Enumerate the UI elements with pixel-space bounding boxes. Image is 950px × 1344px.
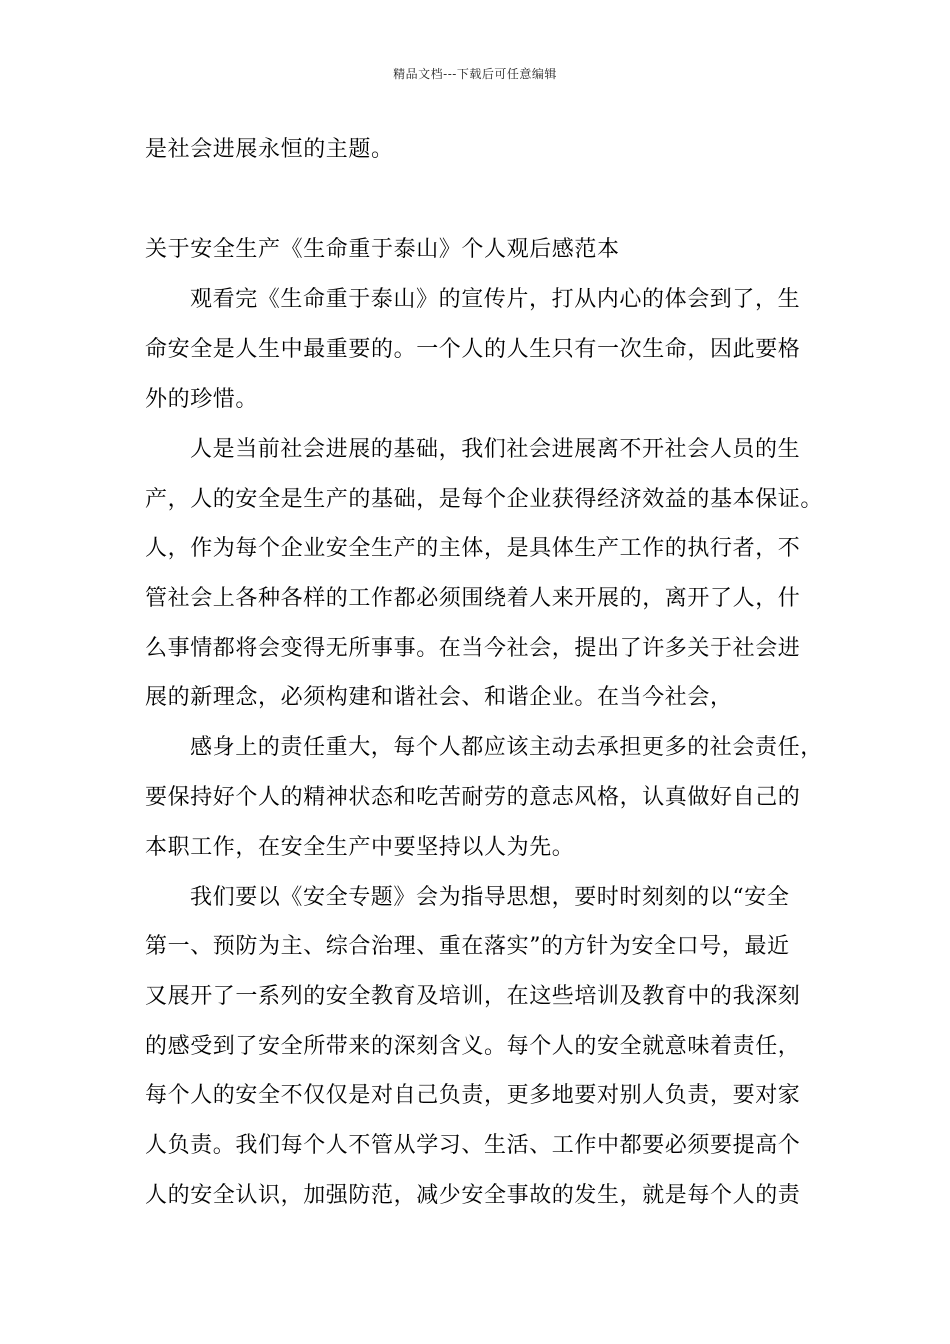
text-line: 人负责。我们每个人不管从学习、生活、工作中都要必须要提高个 [145,1133,801,1158]
text-line: 第一、预防为主、综合治理、重在落实”的方针为安全口号，最近 [145,934,790,959]
text-line: 每个人的安全不仅仅是对自己负责，更多地要对别人负责，要对家 [145,1083,801,1108]
text-line: 要保持好个人的精神状态和吃苦耐劳的意志风格，认真做好自己的 [145,785,801,810]
text-line: 感身上的责任重大，每个人都应该主动去承担更多的社会责任， [190,735,823,760]
page-header: 精品文档---下载后可任意编辑 [393,67,557,81]
text-line: 人是当前社会进展的基础，我们社会进展离不开社会人员的生 [190,437,801,462]
text-line: 么事情都将会变得无所事事。在当今社会，提出了许多关于社会进 [145,636,801,661]
text-line: 人的安全认识，加强防范，减少安全事故的发生，就是每个人的责 [145,1183,801,1208]
text-line: 展的新理念，必须构建和谐社会、和谐企业。在当今社会， [145,685,733,710]
text-line: 命安全是人生中最重要的。一个人的人生只有一次生命，因此要格 [145,337,801,362]
text-line: 管社会上各种各样的工作都必须围绕着人来开展的，离开了人，什 [145,586,801,611]
text-line: 我们要以《安全专题》会为指导思想，要时时刻刻的以“安全 [190,885,790,910]
text-line: 观看完《生命重于泰山》的宣传片，打从内心的体会到了，生 [190,287,801,312]
text-line: 又展开了一系列的安全教育及培训，在这些培训及教育中的我深刻 [145,984,801,1009]
text-line: 产，人的安全是生产的基础，是每个企业获得经济效益的基本保证。 [145,487,824,512]
text-line: 的感受到了安全所带来的深刻含义。每个人的安全就意味着责任， [145,1034,801,1059]
text-line: 外的珍惜。 [145,387,259,412]
text-line: 本职工作，在安全生产中要坚持以人为先。 [145,835,575,860]
text-line: 是社会进展永恒的主题。 [145,137,394,162]
text-line: 人，作为每个企业安全生产的主体，是具体生产工作的执行者，不 [145,536,801,561]
section-title: 关于安全生产《生命重于泰山》个人观后感范本 [145,237,620,262]
